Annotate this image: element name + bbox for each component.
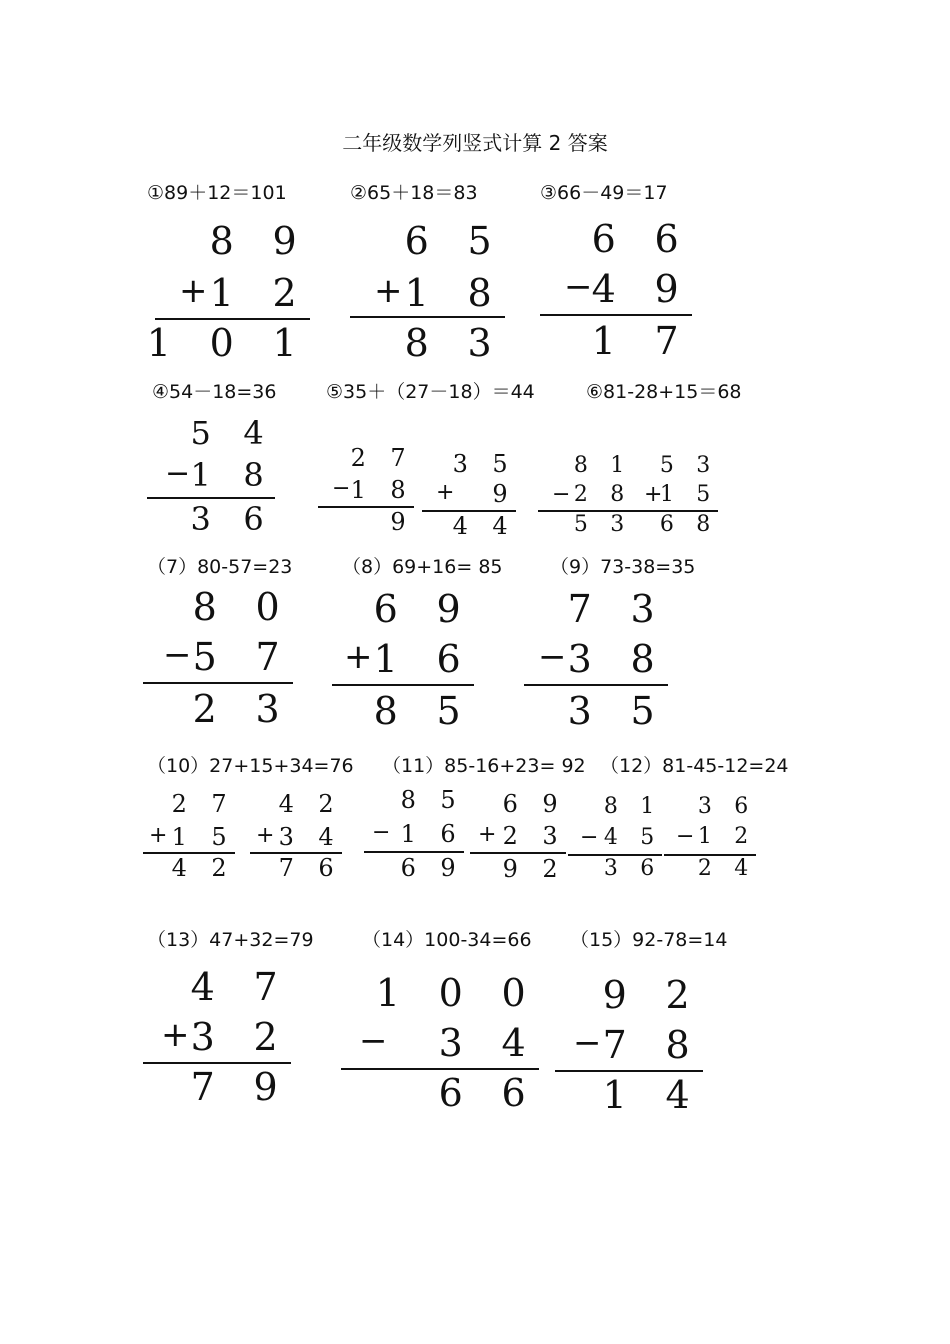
calc-line bbox=[364, 851, 464, 853]
calc-operator: + bbox=[478, 822, 497, 847]
vertical-calc-14 bbox=[341, 971, 539, 1115]
calc-line bbox=[155, 318, 310, 320]
calc-operator: − bbox=[573, 1023, 602, 1063]
calc-operator: + bbox=[344, 637, 373, 677]
vertical-calc-1 bbox=[146, 219, 310, 365]
calc-top-number: 2 7 bbox=[171, 790, 235, 818]
problem-label-3: ③66－49＝17 bbox=[540, 182, 668, 204]
calc-result: 8 3 bbox=[404, 321, 505, 365]
vertical-calc-10a bbox=[143, 792, 235, 884]
calc-second-number: 1 5 bbox=[659, 482, 718, 507]
calc-second-number: 7 8 bbox=[602, 1023, 703, 1067]
calc-operator: − bbox=[359, 1021, 388, 1061]
problem-label-14: （14）100-34=66 bbox=[362, 929, 532, 951]
calc-line bbox=[143, 1062, 291, 1064]
calc-result: 4 4 bbox=[452, 512, 516, 540]
calc-line bbox=[470, 852, 566, 854]
calc-result: 8 5 bbox=[373, 689, 474, 733]
vertical-calc-7 bbox=[143, 585, 293, 731]
problem-label-4: ④54－18=36 bbox=[152, 381, 277, 403]
calc-second-number: 4 9 bbox=[591, 267, 692, 311]
calc-second-number: 4 5 bbox=[603, 825, 662, 850]
calc-result: 1 7 bbox=[591, 319, 692, 363]
calc-line bbox=[555, 1070, 703, 1072]
calc-top-number: 8 0 bbox=[192, 585, 293, 629]
vertical-calc-5b bbox=[422, 452, 516, 542]
calc-operator: + bbox=[179, 271, 208, 311]
calc-top-number: 4 2 bbox=[278, 790, 342, 818]
calc-top-number: 9 2 bbox=[602, 973, 703, 1017]
calc-result: 2 3 bbox=[192, 687, 293, 731]
vertical-calc-6b bbox=[632, 455, 718, 545]
calc-line bbox=[147, 497, 275, 499]
calc-second-number: 1 6 bbox=[373, 637, 474, 681]
problem-label-9: （9）73-38=35 bbox=[550, 556, 696, 578]
calc-top-number: 8 1 bbox=[573, 453, 632, 478]
calc-operator: − bbox=[163, 635, 192, 675]
calc-line bbox=[143, 682, 293, 684]
calc-line bbox=[332, 684, 474, 686]
problem-label-8: （8）69+16= 85 bbox=[342, 556, 503, 578]
calc-result: 1 0 1 bbox=[146, 321, 310, 365]
calc-top-number: 1 0 0 bbox=[375, 971, 539, 1015]
calc-top-number: 5 3 bbox=[659, 453, 718, 478]
problem-label-2: ②65＋18＝83 bbox=[350, 182, 478, 204]
calc-top-number: 3 6 bbox=[697, 794, 756, 819]
calc-second-number: 2 3 bbox=[502, 822, 566, 850]
calc-top-number: 8 9 bbox=[209, 219, 310, 263]
vertical-calc-8 bbox=[332, 587, 474, 733]
calc-second-number: 3 2 bbox=[190, 1015, 291, 1059]
vertical-calc-10b bbox=[250, 792, 342, 884]
calc-result: 3 6 bbox=[190, 500, 275, 538]
calc-second-number: 1 8 bbox=[190, 456, 275, 494]
vertical-calc-12a bbox=[568, 796, 662, 888]
calc-result: 4 2 bbox=[171, 854, 235, 882]
calc-top-number: 4 7 bbox=[190, 965, 291, 1009]
calc-second-number: 1 8 bbox=[350, 476, 414, 504]
page-title: 二年级数学列竖式计算 2 答案 bbox=[342, 131, 608, 155]
calc-second-number: 9 bbox=[492, 480, 516, 508]
problem-label-5: ⑤35＋（27－18）＝44 bbox=[326, 381, 535, 403]
calc-result: 3 5 bbox=[567, 689, 668, 733]
calc-result: 6 9 bbox=[400, 854, 464, 882]
calc-result: 3 6 bbox=[603, 856, 662, 881]
calc-operator: + bbox=[436, 480, 455, 505]
calc-operator: + bbox=[374, 271, 403, 311]
calc-second-number: 1 2 bbox=[209, 271, 310, 315]
calc-line bbox=[350, 316, 505, 318]
calc-line bbox=[341, 1068, 539, 1070]
calc-operator: + bbox=[149, 823, 168, 848]
vertical-calc-15 bbox=[555, 973, 703, 1117]
vertical-calc-4 bbox=[147, 415, 275, 540]
calc-operator: + bbox=[644, 482, 663, 507]
calc-top-number: 5 4 bbox=[190, 414, 275, 452]
problem-label-10: （10）27+15+34=76 bbox=[147, 755, 354, 777]
calc-operator: + bbox=[161, 1015, 190, 1055]
calc-result: 7 9 bbox=[190, 1065, 291, 1109]
vertical-calc-2 bbox=[350, 219, 505, 365]
calc-operator: − bbox=[538, 637, 567, 677]
calc-result: 9 bbox=[390, 508, 414, 536]
vertical-calc-11b bbox=[470, 792, 566, 884]
vertical-calc-12b bbox=[664, 796, 756, 888]
vertical-calc-5a bbox=[318, 446, 414, 536]
problem-label-1: ①89＋12＝101 bbox=[147, 182, 287, 204]
vertical-calc-9 bbox=[524, 587, 668, 733]
calc-result: 2 4 bbox=[697, 856, 756, 881]
calc-result: 1 4 bbox=[602, 1073, 703, 1117]
vertical-calc-11a bbox=[364, 788, 464, 884]
calc-result: 7 6 bbox=[278, 854, 342, 882]
calc-operator: − bbox=[332, 476, 351, 501]
problem-label-12: （12）81-45-12=24 bbox=[600, 755, 789, 777]
calc-top-number: 6 5 bbox=[404, 219, 505, 263]
calc-top-number: 6 9 bbox=[373, 587, 474, 631]
calc-operator: − bbox=[372, 820, 391, 845]
calc-second-number: 1 6 bbox=[400, 820, 464, 848]
calc-second-number: 3 4 bbox=[278, 823, 342, 851]
vertical-calc-13 bbox=[143, 965, 291, 1109]
problem-label-11: （11）85-16+23= 92 bbox=[382, 755, 586, 777]
calc-second-number: 1 5 bbox=[171, 823, 235, 851]
calc-operator: + bbox=[256, 823, 275, 848]
calc-result: 9 2 bbox=[502, 855, 566, 883]
calc-operator: − bbox=[552, 482, 571, 507]
calc-second-number: 1 2 bbox=[697, 824, 756, 849]
calc-result: 6 8 bbox=[659, 512, 718, 537]
calc-top-number: 6 6 bbox=[591, 217, 692, 261]
calc-operator: − bbox=[676, 824, 695, 849]
calc-operator: − bbox=[564, 267, 593, 307]
calc-result: 5 3 bbox=[573, 512, 632, 537]
calc-top-number: 8 1 bbox=[603, 794, 662, 819]
calc-top-number: 8 5 bbox=[400, 786, 464, 814]
calc-line bbox=[540, 314, 692, 316]
calc-line bbox=[524, 684, 668, 686]
calc-operator: − bbox=[165, 456, 191, 491]
calc-top-number: 6 9 bbox=[502, 790, 566, 818]
vertical-calc-3 bbox=[540, 217, 692, 363]
calc-second-number: 3 8 bbox=[567, 637, 668, 681]
calc-top-number: 3 5 bbox=[452, 450, 516, 478]
calc-top-number: 7 3 bbox=[567, 587, 668, 631]
calc-second-number: 5 7 bbox=[192, 635, 293, 679]
vertical-calc-6a bbox=[538, 455, 632, 545]
problem-label-15: （15）92-78=14 bbox=[570, 929, 728, 951]
calc-top-number: 2 7 bbox=[350, 444, 414, 472]
problem-label-13: （13）47+32=79 bbox=[147, 929, 314, 951]
problem-label-6: ⑥81-28+15＝68 bbox=[586, 381, 742, 403]
calc-second-number: 3 4 bbox=[438, 1021, 539, 1065]
calc-second-number: 1 8 bbox=[404, 271, 505, 315]
calc-operator: − bbox=[580, 825, 599, 850]
calc-second-number: 2 8 bbox=[573, 482, 632, 507]
problem-label-7: （7）80-57=23 bbox=[147, 556, 293, 578]
calc-result: 6 6 bbox=[438, 1071, 539, 1115]
